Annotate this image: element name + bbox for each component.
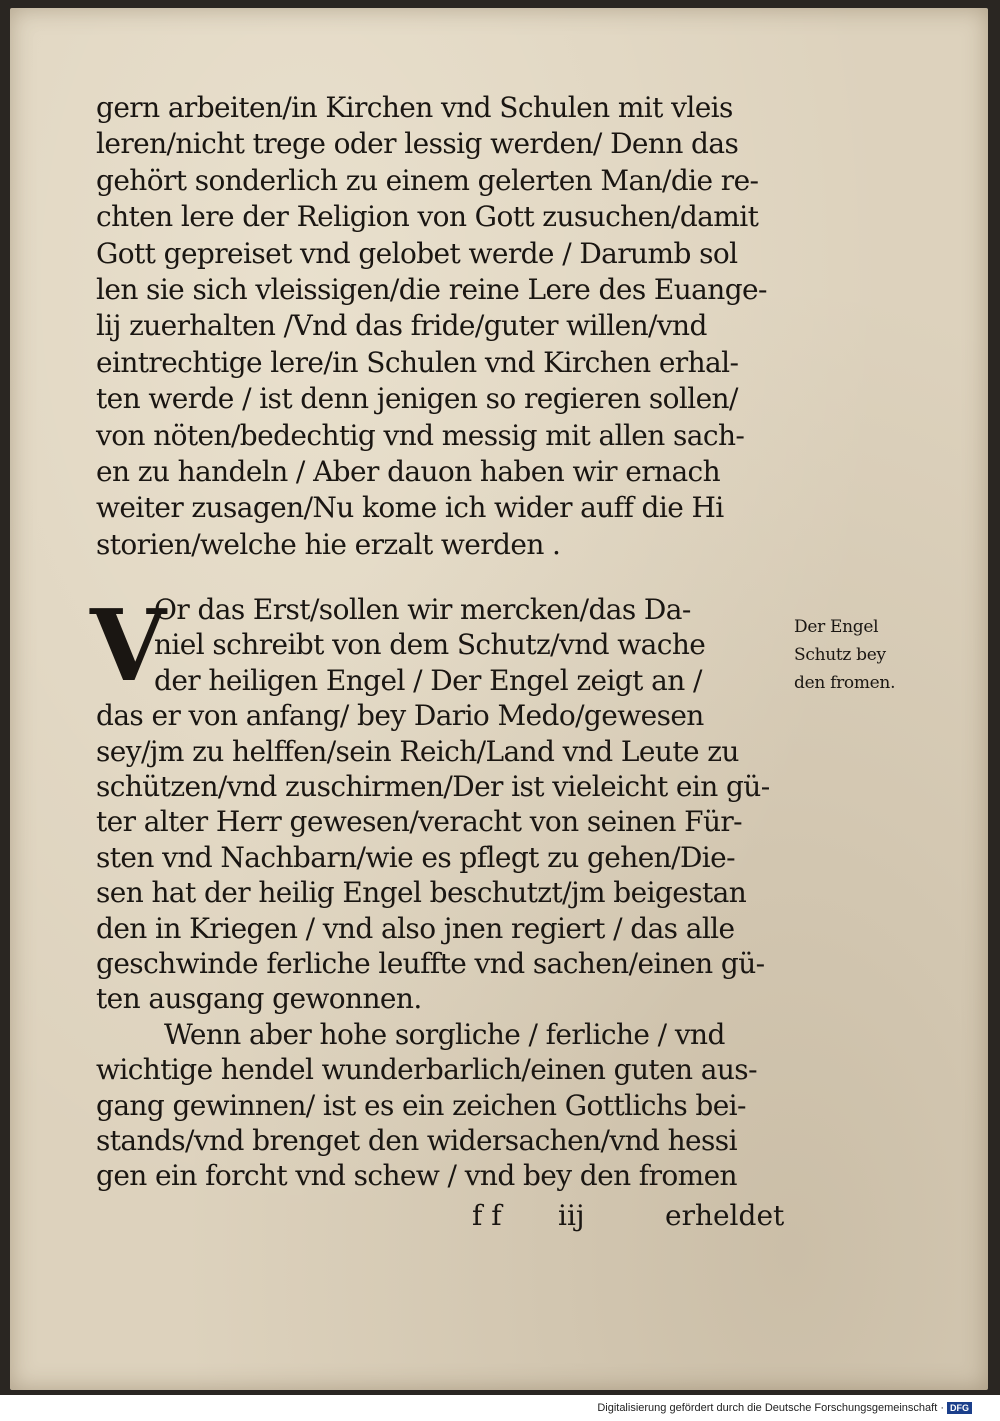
text-line: von nöten/bedechtig vnd messig mit allen sach- <box>96 418 745 452</box>
text-line: ten werde / ist denn jenigen so regieren sollen/ <box>96 382 738 416</box>
text-line: lij zuerhalten /Vnd das fride/guter willen/vnd <box>96 309 707 343</box>
text-line: Or das Erst/sollen wir mercken/das Da- <box>154 593 691 626</box>
folio-number: iij <box>558 1199 585 1232</box>
initial-letter: V <box>90 589 167 704</box>
text-line: ten ausgang gewonnen. <box>96 982 422 1016</box>
margin-note-line: Der Engel <box>794 617 879 637</box>
margin-note-line: Schutz bey <box>794 645 886 665</box>
catchword: erheldet <box>665 1199 785 1232</box>
text-line: wichtige hendel wunderbarlich/einen guten aus- <box>96 1053 757 1087</box>
text-line: eintrechtige lere/in Schulen vnd Kirchen erhal- <box>96 345 739 379</box>
text-line: sey/jm zu helffen/sein Reich/Land vnd Leute zu <box>96 734 739 768</box>
text-line: das er von anfang/ bey Dario Medo/gewesen <box>96 699 704 733</box>
text-line: schützen/vnd zuschirmen/Der ist vieleicht ein gü- <box>96 770 770 803</box>
text-line: niel schreibt von dem Schutz/vnd wache <box>154 628 706 662</box>
text-line: stands/vnd brenget den widersachen/vnd hessi <box>96 1124 737 1157</box>
text-line: sten vnd Nachbarn/wie es pflegt zu gehen/Die- <box>96 840 735 874</box>
text-line: der heiligen Engel / Der Engel zeigt an / <box>154 663 702 697</box>
text-line: weiter zusagen/Nu kome ich wider auff die Hi <box>96 491 724 525</box>
margin-note-line: den fromen. <box>794 673 896 693</box>
text-line: en zu handeln / Aber dauon haben wir ernach <box>96 455 721 488</box>
dfg-logo: DFG <box>947 1402 972 1414</box>
text-line: gang gewinnen/ ist es ein zeichen Gottlichs bei- <box>96 1088 746 1122</box>
text-line: len sie sich vleissigen/die reine Lere des Euange- <box>96 273 767 306</box>
text-line: sen hat der heilig Engel beschutzt/jm beigestan <box>96 876 747 910</box>
text-line: chten lere der Religion von Gott zusuchen/damit <box>96 200 759 234</box>
text-line: geschwinde ferliche leuffte vnd sachen/einen gü- <box>96 947 765 980</box>
text-line: den in Kriegen / vnd also jnen regiert / das alle <box>96 911 735 945</box>
text-line: Gott gepreiset vnd gelobet werde / Darumb sol <box>96 236 738 270</box>
footer-text: Digitalisierung gefördert durch die Deutsche Forschungsgemeinschaft · <box>597 1402 944 1414</box>
text-line: gern arbeiten/in Kirchen vnd Schulen mit vleis <box>96 91 733 124</box>
text-line: storien/welche hie erzalt werden . <box>96 527 561 561</box>
text-line: ter alter Herr gewesen/veracht von seinen Für- <box>96 805 743 839</box>
footer-credit <box>597 1402 972 1414</box>
signature-mark: f f <box>472 1199 502 1232</box>
text-line: gehört sonderlich zu einem gelerten Man/die re- <box>96 163 759 197</box>
text-line: Wenn aber hohe sorgliche / ferliche / vnd <box>164 1017 725 1051</box>
text-line: gen ein forcht vnd schew / vnd bey den fromen <box>96 1159 737 1193</box>
book-page <box>10 8 988 1390</box>
text-line: leren/nicht trege oder lessig werden/ Denn das <box>96 127 739 161</box>
